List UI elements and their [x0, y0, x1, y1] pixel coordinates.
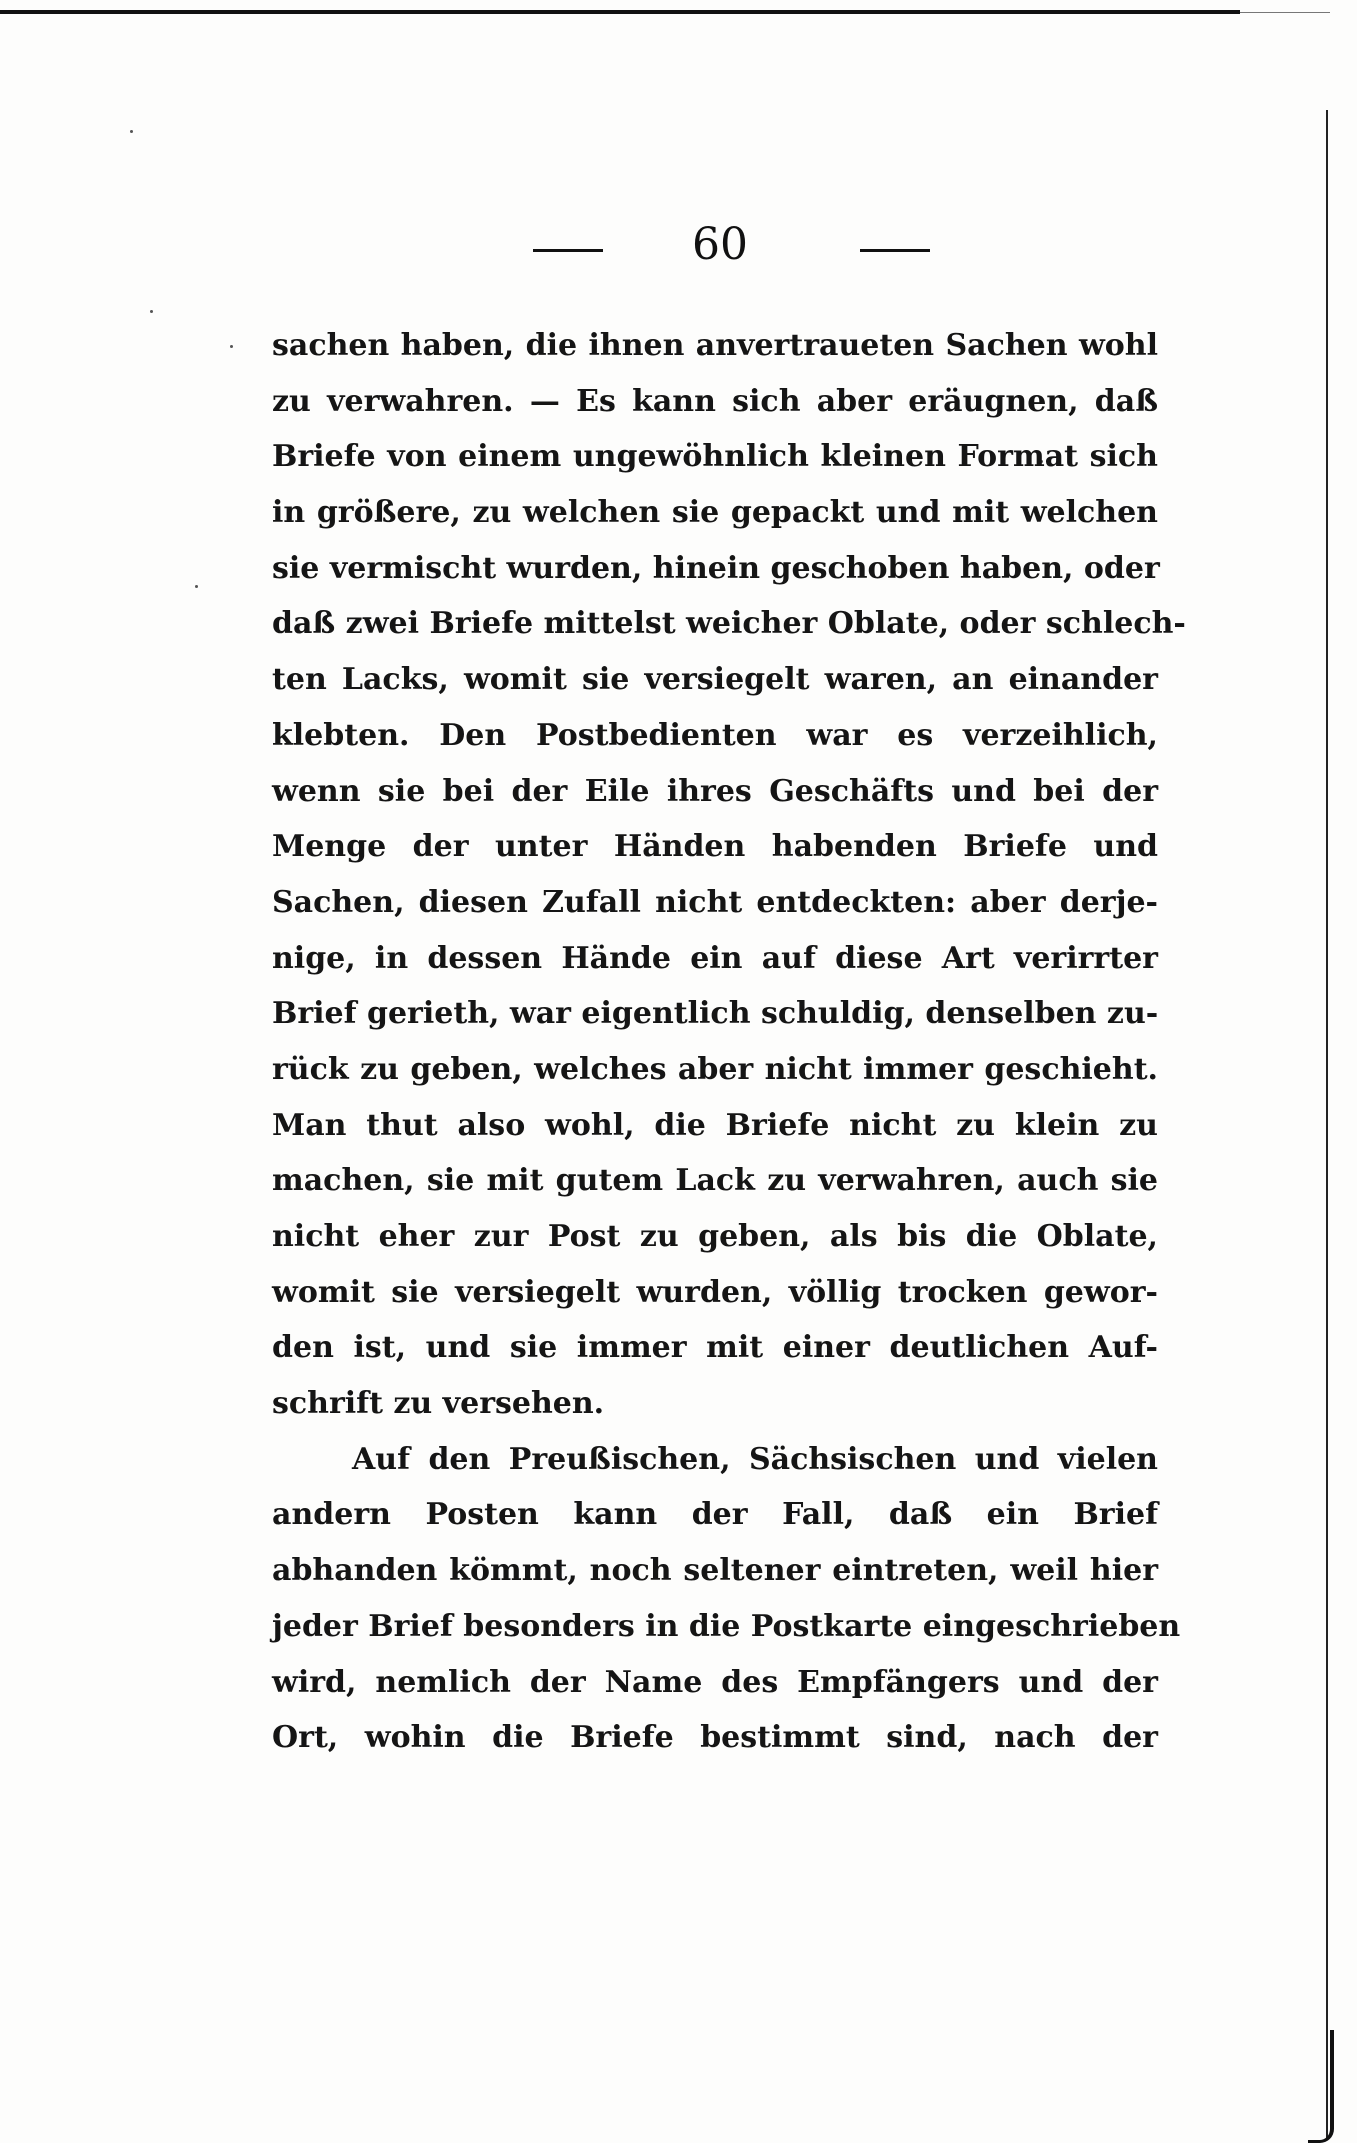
text-line: Briefe von einem ungewöhnlich kleinen Format sich	[272, 439, 1158, 475]
text-line: Auf den Preußischen, Sächsischen und vielen	[352, 1441, 1158, 1477]
text-line: Brief gerieth, war eigentlich schuldig, denselben zu-	[272, 996, 1159, 1032]
text-line: zu verwahren. — Es kann sich aber eräugnen, daß	[272, 383, 1158, 419]
text-line: in größere, zu welchen sie gepackt und mit welchen	[272, 495, 1158, 531]
page-curl-mark	[1308, 2030, 1334, 2143]
text-line: nige, in dessen Hände ein auf diese Art verirrter	[272, 940, 1158, 976]
text-line: jeder Brief besonders in die Postkarte eingeschrieben	[272, 1608, 1181, 1644]
page-number: 60	[692, 219, 748, 270]
text-line: Menge der unter Händen habenden Briefe und	[272, 829, 1158, 865]
header-dash-right	[860, 249, 930, 252]
paragraph-2	[272, 1432, 1181, 1766]
text-line: andern Posten kann der Fall, daß ein Brief	[272, 1497, 1158, 1533]
right-page-edge	[1326, 110, 1328, 2140]
text-line: machen, sie mit gutem Lack zu verwahren, auch sie	[272, 1163, 1158, 1199]
text-line: womit sie versiegelt wurden, völlig trocken gewor-	[272, 1274, 1158, 1310]
paper-speck	[150, 310, 153, 313]
text-line: daß zwei Briefe mittelst weicher Oblate, oder schlech-	[272, 606, 1186, 642]
header-dash-left	[533, 249, 603, 252]
text-line: sie vermischt wurden, hinein geschoben haben, oder	[272, 550, 1160, 586]
text-line: abhanden kömmt, noch seltener eintreten, weil hier	[272, 1553, 1158, 1589]
text-line: sachen haben, die ihnen anvertraueten Sachen wohl	[272, 328, 1158, 363]
text-line: Man thut also wohl, die Briefe nicht zu klein zu	[272, 1107, 1158, 1143]
top-edge-thin-rule	[1240, 12, 1330, 13]
top-edge-rule	[0, 10, 1240, 14]
text-line: Ort, wohin die Briefe bestimmt sind, nach der	[272, 1720, 1158, 1756]
text-line: wenn sie bei der Eile ihres Geschäfts und bei der	[272, 773, 1158, 809]
text-line: den ist, und sie immer mit einer deutlichen Auf-	[272, 1330, 1158, 1366]
paper-speck	[195, 585, 198, 588]
text-line: nicht eher zur Post zu geben, als bis die Oblate,	[272, 1219, 1158, 1254]
body-text	[272, 318, 1186, 1766]
page-header	[0, 215, 1357, 275]
text-line: schrift zu versehen.	[272, 1386, 605, 1422]
paper-speck	[230, 345, 233, 348]
text-line: wird, nemlich der Name des Empfängers und der	[272, 1664, 1158, 1700]
text-line: ten Lacks, womit sie versiegelt waren, an einander	[272, 662, 1158, 698]
text-line: klebten. Den Postbedienten war es verzeihlich,	[272, 717, 1158, 753]
paragraph-1	[272, 318, 1186, 1432]
paper-speck	[130, 130, 133, 133]
text-line: rück zu geben, welches aber nicht immer geschieht.	[272, 1051, 1158, 1087]
text-line: Sachen, diesen Zufall nicht entdeckten: aber derje-	[272, 884, 1158, 920]
